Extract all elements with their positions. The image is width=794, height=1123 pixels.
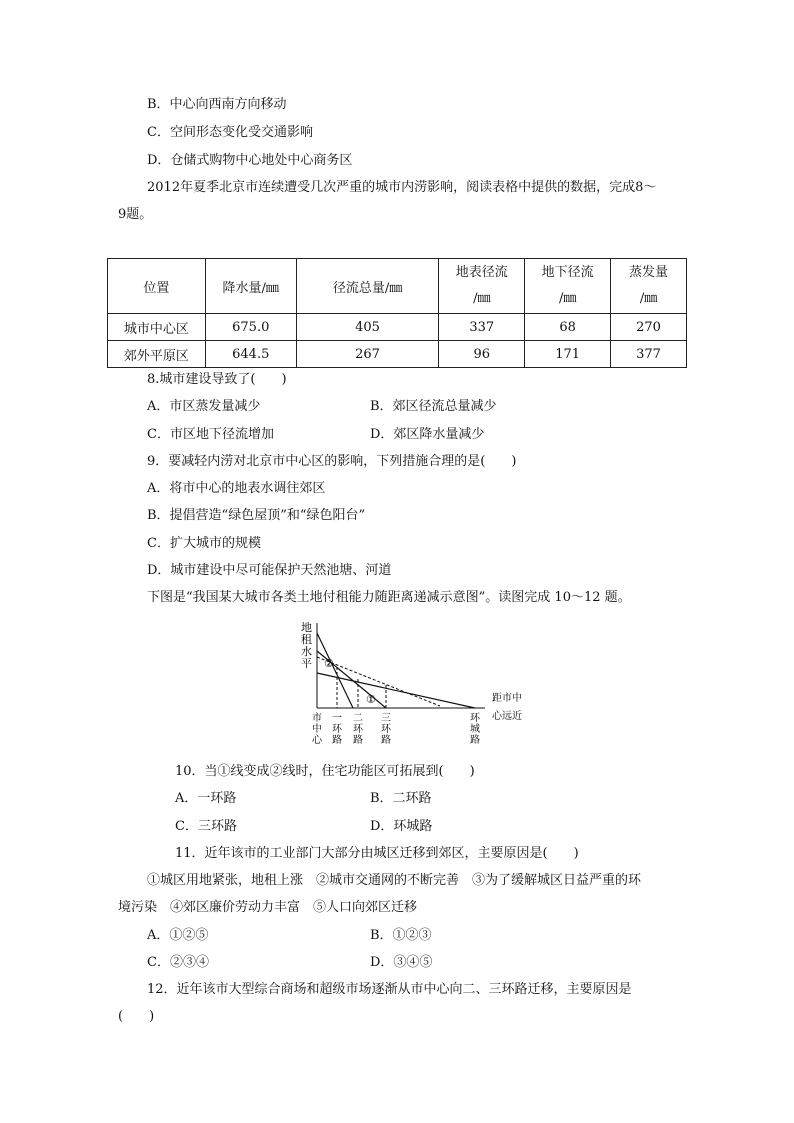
q11-choices-line-1: ①城区用地紧张，地租上涨 ②城市交通网的不断完善 ③为了缓解城区日益严重的环 bbox=[147, 873, 642, 888]
tick-char: 路 bbox=[353, 735, 363, 746]
q8-option-a: A．市区蒸发量减少 bbox=[147, 399, 261, 414]
figure-xlabel-2: 心远近 bbox=[492, 711, 522, 722]
option-d: D．仓储式购物中心地处中心商务区 bbox=[147, 153, 353, 168]
q11-option-a: A．①②⑤ bbox=[147, 928, 209, 943]
tick-char: 城 bbox=[470, 724, 480, 735]
header-evaporation-label: 蒸发量 bbox=[629, 265, 669, 280]
curve-industrial bbox=[317, 673, 475, 708]
table-cell: 96 bbox=[439, 341, 525, 368]
table-row bbox=[108, 314, 687, 341]
tick-char: 环 bbox=[353, 724, 363, 735]
header-underground-runoff bbox=[525, 259, 611, 314]
table-cell: 267 bbox=[296, 341, 439, 368]
curve-marker-2: ② bbox=[324, 657, 334, 670]
tick-char: 路 bbox=[332, 735, 342, 746]
q8-option-b: B．郊区径流总量减少 bbox=[370, 399, 497, 414]
curve-residential-shifted bbox=[317, 657, 440, 706]
table-cell: 337 bbox=[439, 314, 525, 341]
header-evaporation-unit: /㎜ bbox=[639, 291, 658, 306]
q11-stem: 11．近年该市的工业部门大部分由城区迁移到郊区，主要原因是( ) bbox=[175, 846, 579, 861]
tick-char: 二 bbox=[353, 713, 363, 724]
table-header-row bbox=[108, 259, 687, 314]
table-cell: 郊外平原区 bbox=[108, 341, 206, 368]
q12-stem-line-2: ( ) bbox=[118, 1009, 155, 1024]
table-row bbox=[108, 341, 687, 368]
land-rent-figure bbox=[290, 615, 550, 750]
header-underground-runoff-unit: /㎜ bbox=[558, 291, 577, 306]
q8-option-d: D．郊区降水量减少 bbox=[370, 427, 485, 442]
tick-ring-1 bbox=[332, 713, 343, 746]
header-location: 位置 bbox=[108, 259, 206, 314]
table-cell: 377 bbox=[611, 341, 687, 368]
q11-choices-line-2: 境污染 ④郊区廉价劳动力丰富 ⑤人口向郊区迁移 bbox=[118, 900, 418, 915]
q9-option-a: A．将市中心的地表水调往郊区 bbox=[147, 481, 326, 496]
intro-line-1: 2012年夏季北京市连续遭受几次严重的城市内涝影响，阅读表格中提供的数据，完成8～ bbox=[147, 180, 657, 195]
header-surface-runoff-label: 地表径流 bbox=[455, 265, 508, 280]
header-underground-runoff-label: 地下径流 bbox=[541, 265, 594, 280]
figure-intro: 下图是“我国某大城市各类土地付租能力随距离递减示意图”。读图完成 10～12 题。 bbox=[147, 590, 631, 605]
table-cell: 171 bbox=[525, 341, 611, 368]
q8-option-c: C．市区地下径流增加 bbox=[147, 427, 274, 442]
q10-stem: 10．当①线变成②线时，住宅功能区可拓展到( ) bbox=[175, 764, 475, 779]
q12-stem-line-1: 12．近年该市大型综合商场和超级市场逐渐从市中心向二、三环路迁移，主要原因是 bbox=[147, 982, 632, 997]
header-surface-runoff-unit: /㎜ bbox=[473, 291, 491, 306]
q10-option-d: D．环城路 bbox=[370, 819, 433, 834]
q10-option-a: A．一环路 bbox=[175, 791, 237, 806]
header-total-runoff: 径流总量/㎜ bbox=[296, 259, 439, 314]
figure-ylabel-2: 租 bbox=[301, 633, 312, 646]
q9-stem: 9．要减轻内涝对北京市中心区的影响，下列措施合理的是( ) bbox=[147, 454, 517, 469]
q8-stem: 8.城市建设导致了( ) bbox=[147, 372, 287, 387]
tick-char: 市 bbox=[312, 713, 322, 724]
q11-option-c: C．②③④ bbox=[147, 955, 209, 970]
tick-char: 环 bbox=[381, 724, 391, 735]
q10-option-b: B．二环路 bbox=[370, 791, 432, 806]
q11-option-b: B．①②③ bbox=[370, 928, 432, 943]
figure-ylabel-3: 水 bbox=[301, 645, 312, 658]
option-b: B．中心向西南方向移动 bbox=[147, 97, 287, 112]
tick-char: 路 bbox=[470, 735, 480, 746]
option-c: C．空间形态变化受交通影响 bbox=[147, 125, 313, 140]
table-cell: 270 bbox=[611, 314, 687, 341]
tick-char: 心 bbox=[312, 735, 322, 746]
tick-ring-3 bbox=[381, 712, 392, 746]
q11-option-d: D．③④⑤ bbox=[370, 955, 433, 970]
intro-line-2: 9题。 bbox=[118, 207, 153, 222]
table-cell: 城市中心区 bbox=[108, 314, 206, 341]
figure-ylabel-1: 地 bbox=[301, 621, 312, 634]
table-cell: 68 bbox=[525, 314, 611, 341]
header-precipitation: 降水量/㎜ bbox=[205, 259, 296, 314]
table-cell: 644.5 bbox=[205, 341, 296, 368]
tick-char: 中 bbox=[312, 724, 322, 735]
q9-option-c: C．扩大城市的规模 bbox=[147, 536, 261, 551]
header-evaporation bbox=[611, 259, 687, 314]
figure-ylabel-4: 平 bbox=[301, 657, 312, 670]
tick-char: 三 bbox=[381, 713, 391, 724]
table-cell: 405 bbox=[296, 314, 439, 341]
curve-commercial bbox=[317, 633, 353, 708]
q9-option-d: D．城市建设中尽可能保护天然池塘、河道 bbox=[147, 563, 392, 578]
tick-city-center bbox=[312, 711, 323, 746]
q9-option-b: B．提倡营造“绿色屋顶”和“绿色阳台” bbox=[147, 508, 366, 523]
figure-xlabel-1: 距市中 bbox=[492, 693, 522, 704]
table-cell: 675.0 bbox=[205, 314, 296, 341]
tick-char: 路 bbox=[381, 735, 391, 746]
tick-char: 一 bbox=[332, 713, 342, 724]
header-surface-runoff bbox=[439, 259, 525, 314]
q10-option-c: C．三环路 bbox=[175, 819, 237, 834]
tick-char: 环 bbox=[470, 713, 480, 724]
curve-marker-1: ① bbox=[366, 693, 376, 706]
tick-ring-2 bbox=[353, 713, 364, 746]
tick-char: 环 bbox=[332, 724, 342, 735]
data-table bbox=[107, 258, 687, 368]
tick-outer-ring bbox=[470, 712, 481, 746]
